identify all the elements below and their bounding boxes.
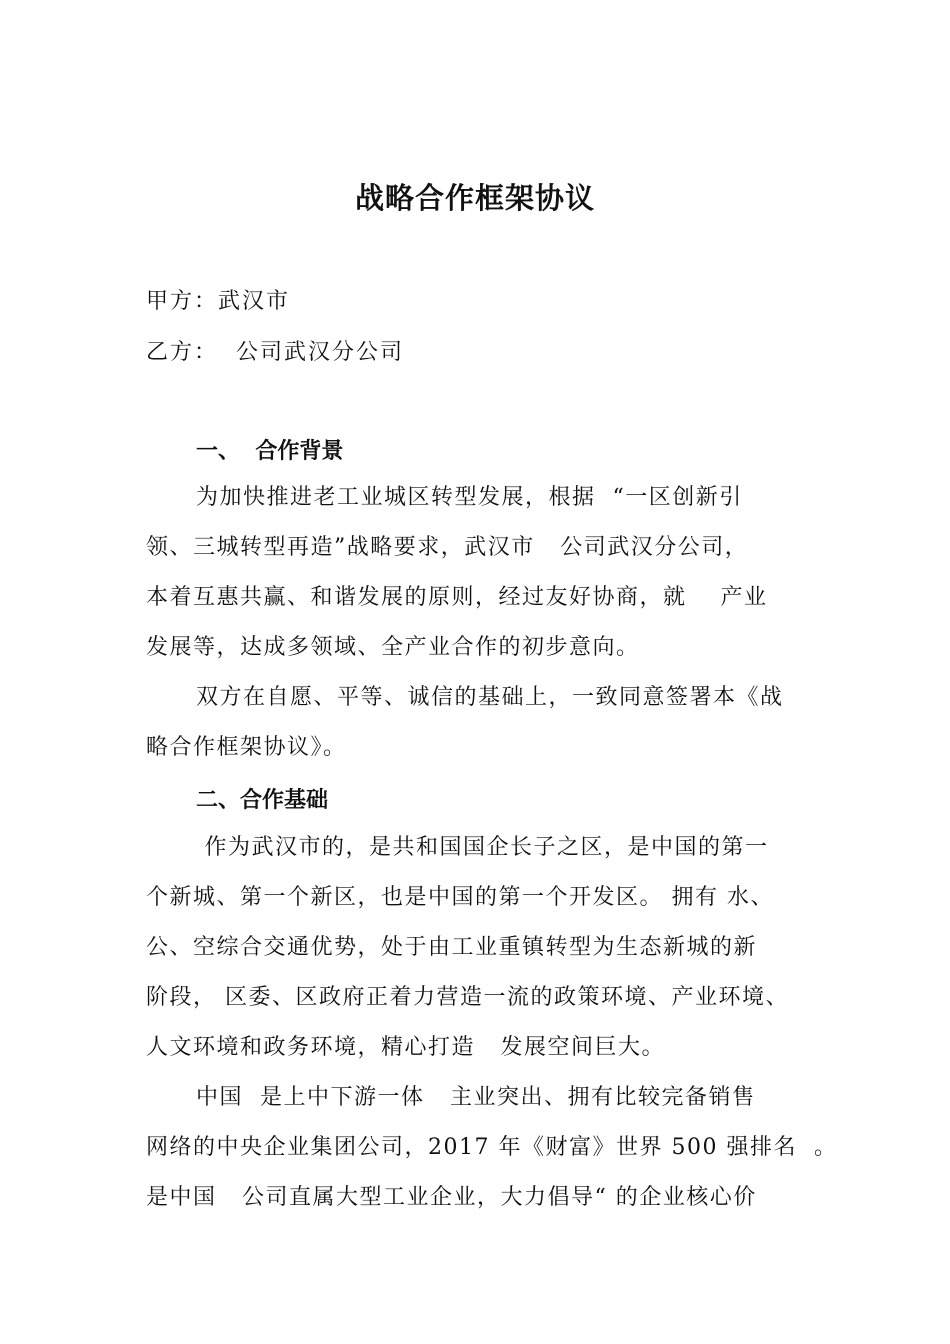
document-title: 战略合作框架协议 xyxy=(354,181,595,215)
paragraph-line: 领、三城转型再造”战略要求，武汉市 公司武汉分公司， xyxy=(146,535,749,560)
section-heading-background: 一、 合作背景 xyxy=(196,439,344,464)
section-heading-basis: 二、合作基础 xyxy=(196,788,329,813)
party-a: 甲方：武汉市 xyxy=(146,289,291,314)
paragraph-line: 是中国 公司直属大型工业企业，大力倡导“ 的企业核心价 xyxy=(146,1185,757,1210)
paragraph-line: 略合作框架协议》。 xyxy=(146,735,347,760)
paragraph-line: 中国 是上中下游一体 主业突出、拥有比较完备销售 xyxy=(196,1085,756,1110)
paragraph-line: 网络的中央企业集团公司，2017 年《财富》世界 500 强排名 。 xyxy=(146,1135,838,1160)
party-b: 乙方： 公司武汉分公司 xyxy=(146,340,404,365)
paragraph-line: 本着互惠共赢、和谐发展的原则，经过友好协商，就 产业 xyxy=(146,585,768,610)
paragraph-line: 为加快推进老工业城区转型发展，根据 “一区创新引 xyxy=(196,485,743,510)
paragraph-line: 个新城、第一个新区，也是中国的第一个开发区。 拥有 水、 xyxy=(146,885,774,910)
paragraph-line: 作为武汉市的，是共和国国企长子之区，是中国的第一 xyxy=(196,835,769,860)
paragraph-line: 人文环境和政务环境，精心打造 发展空间巨大。 xyxy=(146,1035,665,1060)
paragraph-line: 阶段， 区委、区政府正着力营造一流的政策环境、产业环境、 xyxy=(146,985,789,1010)
paragraph-line: 双方在自愿、平等、诚信的基础上，一致同意签署本《战 xyxy=(196,685,784,710)
paragraph-line: 发展等，达成多领域、全产业合作的初步意向。 xyxy=(146,635,640,660)
paragraph-line: 公、空综合交通优势，处于由工业重镇转型为生态新城的新 xyxy=(146,935,758,960)
